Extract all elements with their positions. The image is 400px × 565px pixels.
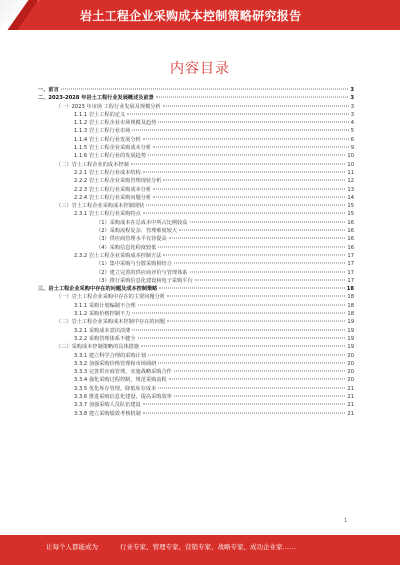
toc-leader-dots	[148, 354, 345, 355]
toc-entry-page: 3	[350, 95, 354, 102]
toc-leader-dots	[131, 163, 346, 164]
toc-leader-dots	[146, 205, 345, 206]
toc-entry[interactable]	[38, 285, 354, 293]
toc-entry-page: 13	[347, 186, 354, 193]
toc-entry-page: 11	[347, 169, 354, 176]
toc-leader-dots	[132, 313, 345, 314]
toc-leader-dots	[61, 89, 349, 90]
toc-leader-dots	[143, 138, 349, 139]
toc-entry[interactable]	[38, 152, 354, 160]
toc-entry-page: 3	[350, 87, 354, 93]
toc-entry[interactable]	[38, 318, 354, 326]
page-number: 1	[344, 518, 348, 524]
toc-entry-page: 17	[347, 252, 354, 259]
toc-entry[interactable]	[38, 119, 354, 127]
toc-entry-text: 2.2.2 岩土工程企业采购管理现状分析	[74, 178, 162, 185]
toc-entry[interactable]	[38, 136, 354, 144]
toc-entry[interactable]	[38, 177, 354, 185]
toc-entry-page: 5	[350, 128, 354, 135]
toc-entry[interactable]	[38, 86, 354, 94]
toc-leader-dots	[143, 404, 346, 405]
toc-entry-text: （3）供应商管理水平有待提高	[96, 236, 167, 243]
toc-entry-text: 3.2.2 采购管理体系不健全	[74, 335, 136, 342]
toc-leader-dots	[158, 387, 345, 388]
toc-entry[interactable]	[38, 235, 354, 243]
toc-entry-text: 2.3.1 岩土工程行业采购特点	[74, 211, 141, 218]
toc-entry-page: 21	[347, 402, 354, 409]
toc-entry-text: （三）采购成本控制策略的具体措施	[56, 344, 140, 351]
toc-entry-text: 2.3.2 岩土工程企业采购成本控制方法	[74, 252, 162, 259]
toc-entry-page: 9	[350, 145, 354, 152]
toc-leader-dots	[138, 337, 346, 338]
toc-entry-text: 1.1.6 岩土工程行业的发展趋势	[74, 153, 146, 160]
toc-leader-dots	[153, 188, 345, 189]
toc-leader-dots	[190, 271, 346, 272]
toc-entry-text: 3.3.7 加强采购人员队伍建设	[74, 402, 141, 409]
toc-entry-text: （1）集中采购与分散采购相结合	[96, 261, 172, 268]
toc-entry-page: 18	[346, 286, 354, 293]
toc-leader-dots	[195, 279, 346, 280]
toc-entry-page: 18	[347, 302, 354, 309]
table-of-contents	[38, 86, 354, 418]
corner-ribbon	[0, 0, 56, 30]
toc-entry-text: 3.3.5 优化库存管理，降低库存成本	[74, 385, 157, 392]
toc-entry-page: 20	[347, 377, 354, 384]
toc-entry[interactable]	[38, 194, 354, 202]
toc-leader-dots	[156, 97, 349, 98]
toc-entry-page: 17	[347, 269, 354, 276]
toc-entry-page: 19	[347, 327, 354, 334]
toc-entry-page: 19	[347, 319, 354, 326]
toc-entry-text: （2）建立完善的供应商评价与管理体系	[96, 269, 188, 276]
toc-entry[interactable]	[38, 410, 354, 418]
toc-entry-text: 2.2.3 岩土工程行业采购成本分析	[74, 186, 152, 193]
toc-entry[interactable]	[38, 269, 354, 277]
toc-entry-text: 1.1.5 岩土工程企业采购成本分析	[74, 145, 152, 152]
toc-entry[interactable]	[38, 343, 354, 351]
report-title: 岩土工程企业采购成本控制策略研究报告	[80, 9, 302, 23]
toc-entry[interactable]	[38, 327, 354, 335]
toc-entry-page: 14	[347, 194, 354, 201]
toc-entry-text: 2.2.1 岩土工程行业成本结构	[74, 169, 141, 176]
toc-entry-text: （3）推行采购信息化建设和电子采购平台	[96, 277, 193, 284]
toc-entry-text: 1.1.2 岩土工程企业市场规模及趋势	[74, 120, 157, 127]
ribbon-stripe	[7, 0, 38, 30]
toc-leader-dots	[163, 254, 345, 255]
toc-leader-dots	[141, 346, 345, 347]
toc-entry-text: （一）2023 年市场 工程行业发展及规模分析	[56, 103, 161, 110]
toc-leader-dots	[169, 379, 346, 380]
toc-entry-page: 21	[347, 410, 354, 417]
toc-entry-text: 1.1.3 岩土工程行业市场	[74, 128, 131, 135]
toc-entry-text: （2）采购流程复杂、管理难度较大	[96, 228, 178, 235]
toc-entry-text: （4）采购信息化程度较低	[96, 244, 157, 251]
toc-entry-page: 20	[347, 352, 354, 359]
toc-entry[interactable]	[38, 293, 354, 301]
toc-leader-dots	[143, 412, 346, 413]
toc-leader-dots	[169, 238, 346, 239]
toc-entry[interactable]	[38, 169, 354, 177]
toc-leader-dots	[158, 246, 345, 247]
toc-entry[interactable]	[38, 393, 354, 401]
toc-leader-dots	[174, 395, 346, 396]
toc-entry[interactable]	[38, 368, 354, 376]
toc-entry-page: 18	[347, 294, 354, 301]
toc-leader-dots	[163, 105, 349, 106]
toc-entry[interactable]	[38, 385, 354, 393]
toc-entry-text: 三、岩土工程企业采购中存在的问题及成本控制策略	[38, 286, 158, 293]
toc-leader-dots	[158, 122, 348, 123]
toc-entry-text: 一、前言	[38, 87, 59, 93]
toc-entry-text: 3.1.2 采购价格控制不力	[74, 311, 131, 318]
toc-entry-text: （二）岩土工程企业的成本控制	[56, 161, 129, 168]
toc-entry-page: 20	[347, 369, 354, 376]
toc-entry-text: （三）岩土工程企业采购成本控制现状	[56, 203, 145, 210]
toc-entry[interactable]	[38, 360, 354, 368]
toc-leader-dots	[138, 304, 346, 305]
toc-entry-page: 17	[347, 261, 354, 268]
footer-slogan-left: 让每个人都能成为	[46, 543, 98, 551]
toc-entry-text: 3.3.3 完善供应商管理，实施战略采购合作	[74, 369, 172, 376]
toc-leader-dots	[179, 230, 345, 231]
toc-entry[interactable]	[38, 111, 354, 119]
toc-entry-page: 12	[347, 178, 354, 185]
toc-entry-page: 20	[347, 360, 354, 367]
toc-entry-page: 19	[347, 344, 354, 351]
toc-leader-dots	[159, 288, 344, 289]
toc-heading: 内容目录	[170, 61, 230, 77]
toc-leader-dots	[167, 296, 345, 297]
toc-entry-text: 3.3.6 推进采购信息化建设，提高采购效率	[74, 393, 172, 400]
toc-entry-page: 16	[347, 244, 354, 251]
toc-entry[interactable]	[38, 127, 354, 135]
toc-entry-page: 10	[347, 153, 354, 160]
toc-entry-page: 16	[347, 228, 354, 235]
toc-leader-dots	[163, 180, 345, 181]
toc-entry-page: 6	[350, 136, 354, 143]
toc-entry[interactable]	[38, 302, 354, 310]
toc-entry-page: 21	[347, 393, 354, 400]
toc-entry-page: 16	[347, 236, 354, 243]
toc-entry[interactable]	[38, 335, 354, 343]
toc-entry[interactable]	[38, 186, 354, 194]
toc-entry-page: 15	[347, 211, 354, 218]
toc-leader-dots	[158, 362, 345, 363]
toc-entry-text: 3.3.4 强化采购过程控制，规范采购流程	[74, 377, 167, 384]
toc-entry[interactable]	[38, 376, 354, 384]
toc-entry-text: （1）采购成本在总成本中所占比例较高	[96, 219, 188, 226]
toc-entry[interactable]	[38, 161, 354, 169]
toc-entry-page: 21	[347, 385, 354, 392]
toc-entry[interactable]	[38, 310, 354, 318]
footer-slogan-right: 行业专家、管理专家、营销专家、战略专家、成功企业家……	[120, 543, 296, 551]
toc-leader-dots	[153, 196, 345, 197]
toc-entry-text: 3.3.1 建立科学合理的采购计划	[74, 352, 146, 359]
toc-leader-dots	[153, 147, 349, 148]
toc-entry-text: 3.2.1 采购成本意识淡薄	[74, 327, 131, 334]
toc-entry[interactable]	[38, 260, 354, 268]
toc-entry[interactable]	[38, 103, 354, 111]
toc-leader-dots	[127, 113, 349, 114]
toc-entry-text: （二）岩土工程企业采购成本控制中存在的问题	[56, 319, 165, 326]
toc-entry-text: 3.1.1 采购计划编制不合理	[74, 302, 136, 309]
toc-entry-text: 3.3.2 加强采购价格管理和市场调研	[74, 360, 157, 367]
toc-entry-page: 19	[347, 335, 354, 342]
toc-leader-dots	[174, 371, 346, 372]
toc-entry-page: 18	[347, 311, 354, 318]
toc-entry[interactable]	[38, 277, 354, 285]
toc-entry-page: 3	[350, 103, 354, 110]
toc-entry-text: 3.3.8 建立采购绩效考核机制	[74, 410, 141, 417]
toc-entry[interactable]	[38, 219, 354, 227]
toc-leader-dots	[132, 329, 345, 330]
toc-entry[interactable]	[38, 352, 354, 360]
toc-entry-text: 1.1.4 岩土工程行业发展分析	[74, 136, 141, 143]
toc-entry-page: 3	[350, 111, 354, 118]
toc-entry-page: 10	[347, 161, 354, 168]
toc-entry-page: 4	[350, 120, 354, 127]
toc-entry-text: 2.2.4 岩土工程行业采购问题分析	[74, 194, 152, 201]
toc-leader-dots	[143, 171, 346, 172]
toc-entry[interactable]	[38, 210, 354, 218]
toc-entry[interactable]	[38, 401, 354, 409]
toc-entry[interactable]	[38, 202, 354, 210]
toc-entry-page: 15	[347, 203, 354, 210]
toc-entry[interactable]	[38, 227, 354, 235]
toc-leader-dots	[148, 155, 345, 156]
toc-leader-dots	[190, 221, 346, 222]
toc-entry-text: （一）岩土工程企业采购中存在的主要问题分析	[56, 294, 165, 301]
toc-entry[interactable]	[38, 244, 354, 252]
toc-entry[interactable]	[38, 94, 354, 102]
toc-leader-dots	[167, 321, 345, 322]
toc-entry-text: 二、2023-2028 年岩土工程行业发展概述及前景	[38, 95, 154, 102]
toc-entry-page: 17	[347, 277, 354, 284]
toc-leader-dots	[132, 130, 348, 131]
toc-entry-page: 16	[347, 219, 354, 226]
toc-entry-text: 1.1.1 岩土工程的定义	[74, 111, 126, 118]
toc-leader-dots	[174, 263, 345, 264]
toc-leader-dots	[143, 213, 346, 214]
toc-entry[interactable]	[38, 144, 354, 152]
toc-entry[interactable]	[38, 252, 354, 260]
